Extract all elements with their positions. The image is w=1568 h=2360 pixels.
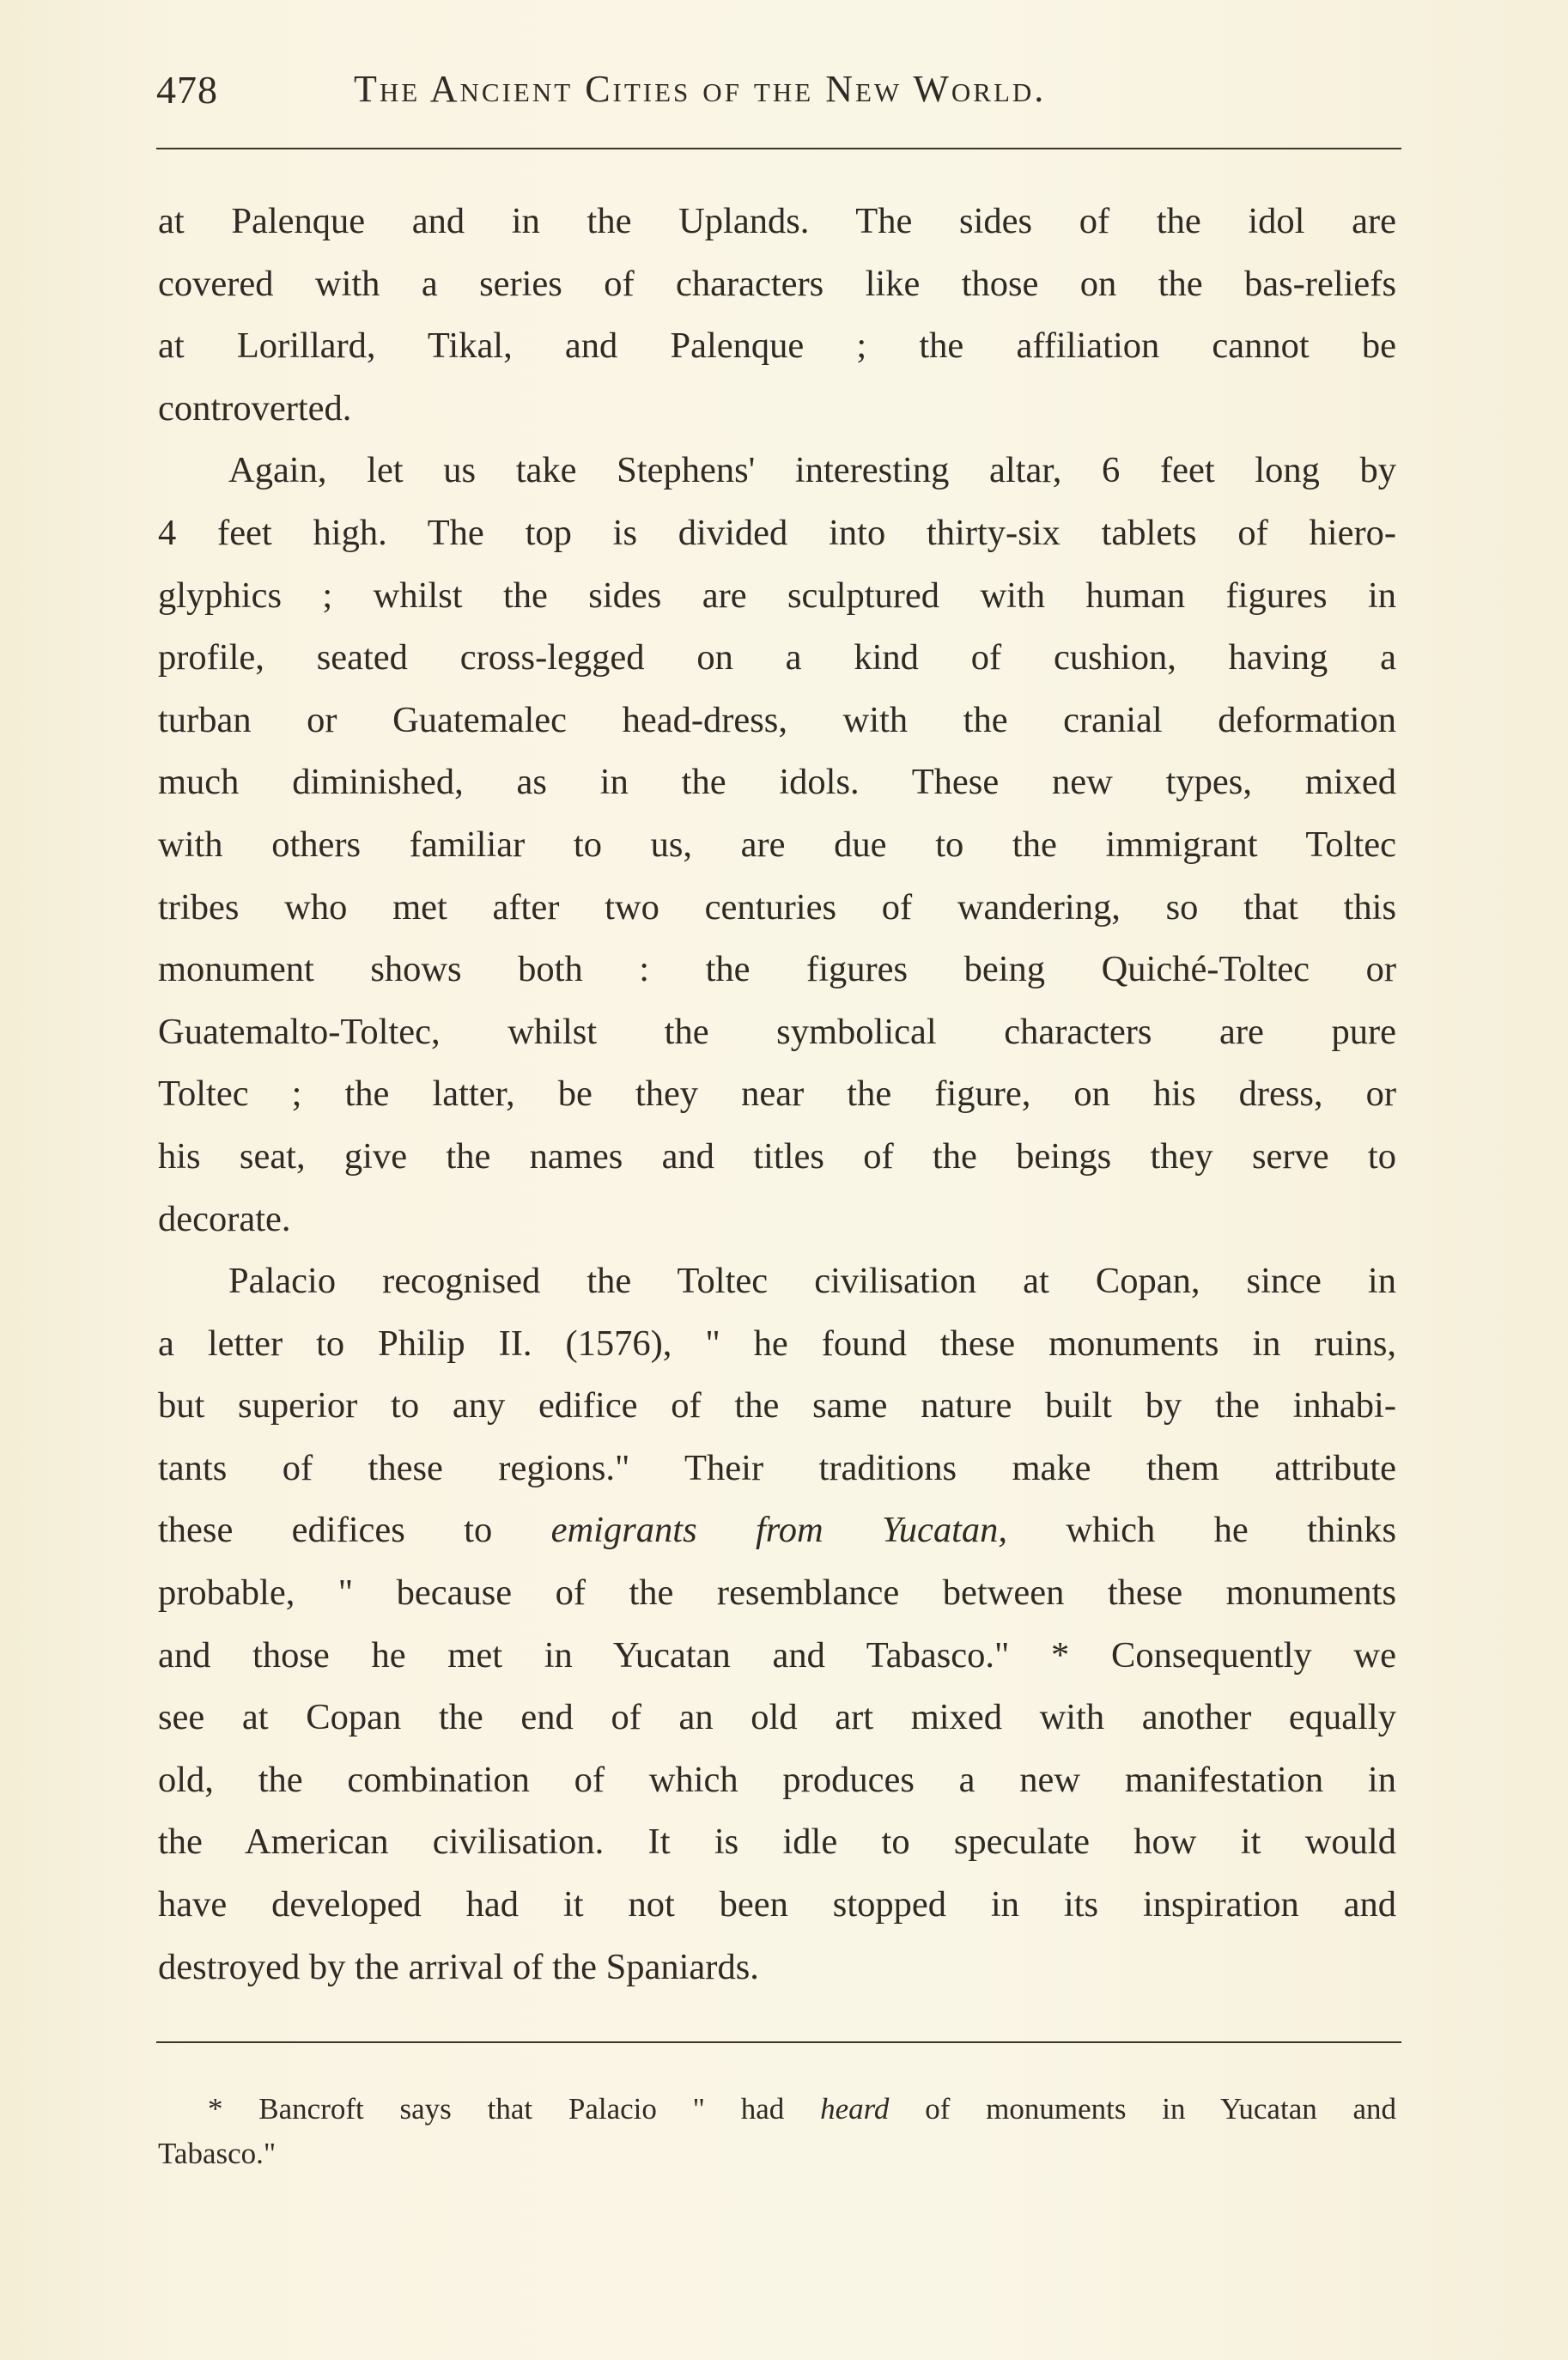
body-line: the American civilisation. It is idle to speculate how it would (158, 1822, 1396, 1863)
body-line: a letter to Philip II. (1576), " he found these monuments in ruins, (158, 1323, 1396, 1364)
body-line-with-italics (158, 1499, 1396, 1562)
body-line: much diminished, as in the idols. These new types, mixed (158, 762, 1396, 803)
paragraph-start: Again, let us take Stephens' interesting altar, 6 feet long by (228, 450, 1396, 491)
body-line: at Lorillard, Tikal, and Palenque ; the affiliation cannot be (158, 325, 1396, 367)
body-line: old, the combination of which produces a new manifestation in (158, 1759, 1396, 1800)
body-line: have developed had it not been stopped in its inspiration and (158, 1884, 1396, 1925)
body-line: with others familiar to us, are due to the immigrant Toltec (158, 824, 1396, 865)
text-run: which he thinks (1066, 1510, 1397, 1551)
text-run: of monuments in Yucatan and (925, 2092, 1397, 2126)
body-line: see at Copan the end of an old art mixed with another equally (158, 1697, 1396, 1738)
italic-phrase: emigrants from Yucatan, (550, 1510, 1008, 1551)
body-line: his seat, give the names and titles of the beings they serve to (158, 1135, 1396, 1177)
body-line: at Palenque and in the Uplands. The sides of the idol are (158, 201, 1396, 241)
italic-word: heard (820, 2092, 890, 2126)
body-line: profile, seated cross-legged on a kind of cushion, having a (158, 637, 1396, 678)
footnote (158, 2087, 1396, 2176)
body-line: glyphics ; whilst the sides are sculptured with human figures in (158, 575, 1396, 616)
body-line: Toltec ; the latter, be they near the figure, on his dress, or (158, 1074, 1396, 1115)
body-line: covered with a series of characters like those on the bas-reliefs (158, 263, 1396, 304)
running-head (156, 67, 1401, 127)
body-line: decorate. (158, 1198, 291, 1239)
body-line: controverted. (158, 387, 352, 429)
running-title: The Ancient Cities of the New World. (354, 68, 1047, 110)
footnote-line: Tabasco." (158, 2137, 277, 2170)
body-line: tribes who met after two centuries of wandering, so that this (158, 886, 1396, 928)
text-run: Bancroft says that Palacio " had (258, 2092, 785, 2126)
body-line: Guatemalto-Toltec, whilst the symbolical characters are pure (158, 1011, 1396, 1052)
text-run: these edifices to (158, 1510, 493, 1551)
body-line: tants of these regions." Their traditions make them attribute (158, 1447, 1396, 1488)
body-line: destroyed by the arrival of the Spaniards. (158, 1946, 759, 1987)
body-text (158, 191, 1396, 1998)
body-line: monument shows both : the figures being Quiché-Toltec or (158, 949, 1396, 990)
body-line: 4 feet high. The top is divided into thirty-six tablets of hiero- (158, 512, 1396, 553)
body-line: but superior to any edifice of the same nature built by the inhabi- (158, 1385, 1396, 1426)
body-line: turban or Guatemalec head-dress, with the cranial deformation (158, 699, 1396, 740)
page-number: 478 (156, 68, 218, 112)
body-line: and those he met in Yucatan and Tabasco." * Consequently we (158, 1634, 1396, 1676)
footnote-marker: * (208, 2092, 223, 2126)
footnote-line (158, 2087, 1396, 2132)
header-rule (156, 148, 1401, 149)
body-line: probable, " because of the resemblance between these monuments (158, 1572, 1396, 1614)
paragraph-start: Palacio recognised the Toltec civilisation at Copan, since in (228, 1261, 1396, 1302)
footnote-rule (156, 2041, 1401, 2043)
